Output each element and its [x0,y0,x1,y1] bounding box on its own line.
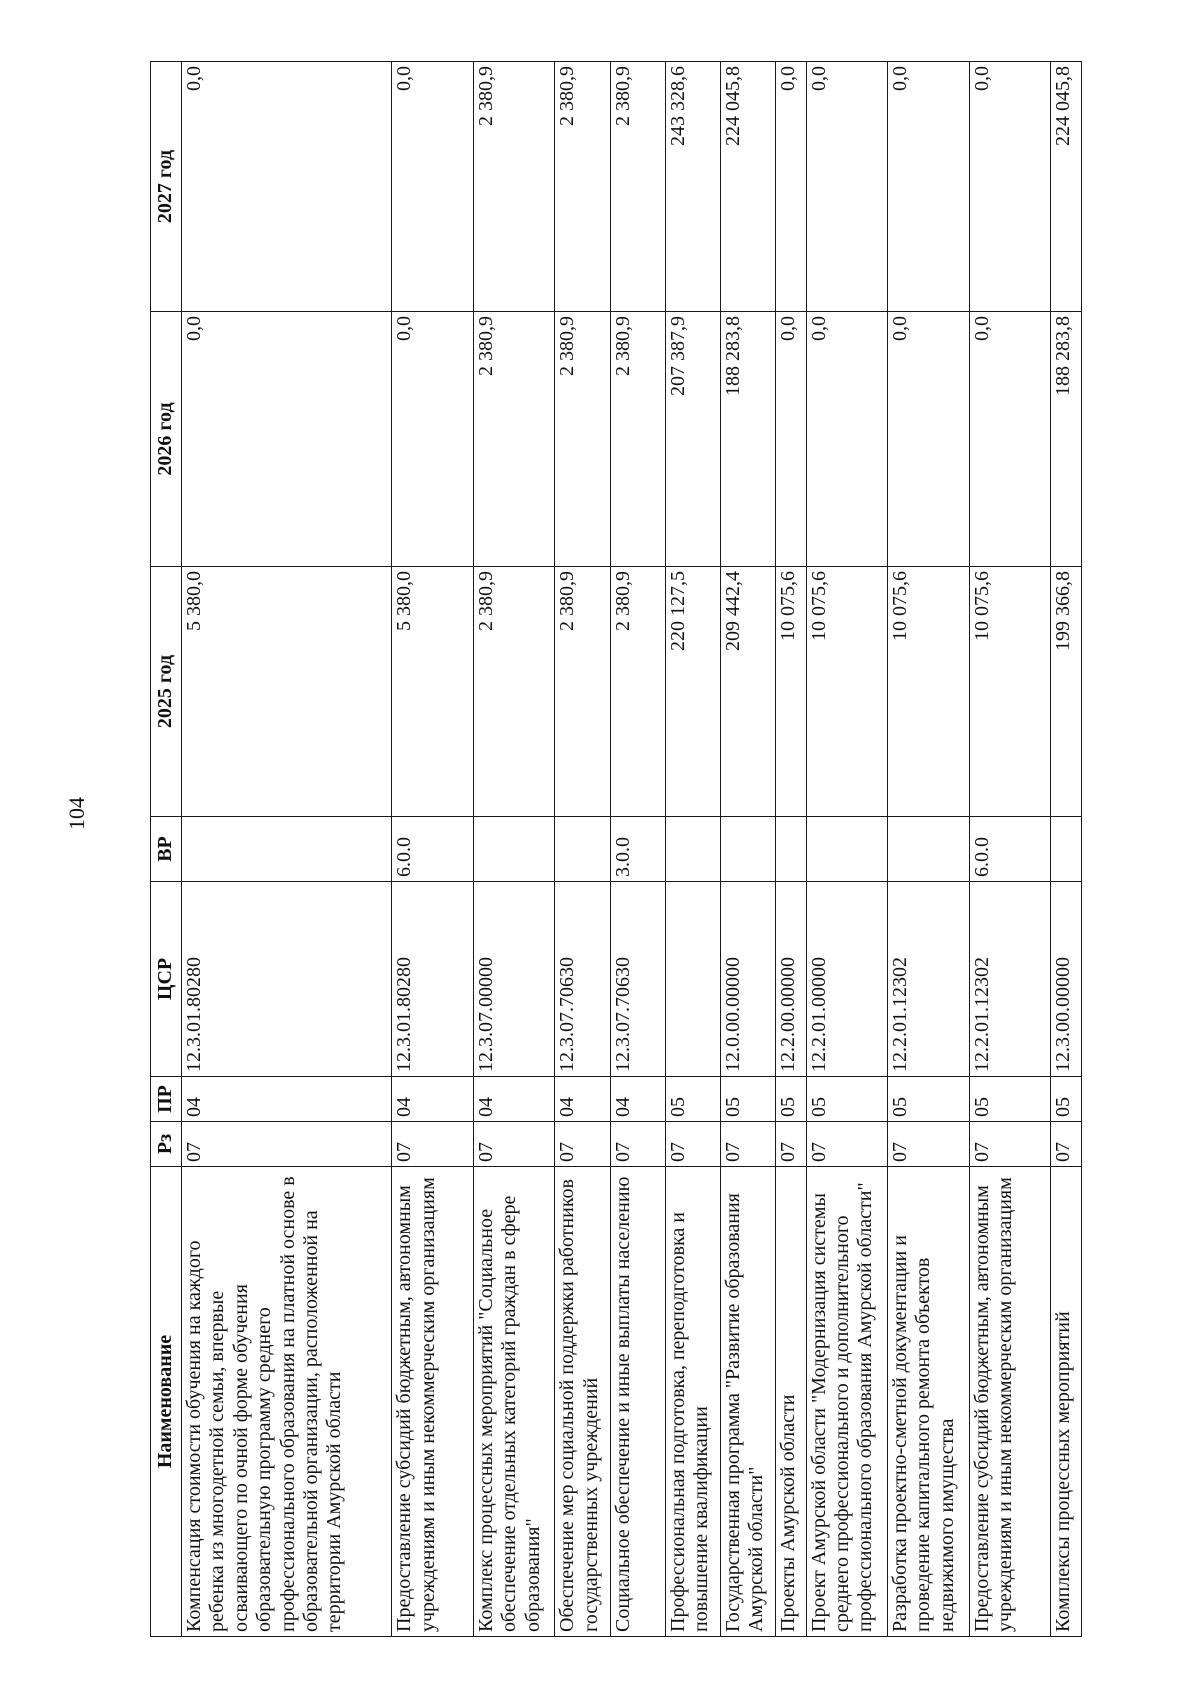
row-2025: 10 075,6 [888,567,970,817]
row-vr [1051,817,1082,882]
row-2026: 188 283,8 [1051,312,1082,567]
page-number: 104 [64,797,89,830]
table-row [555,62,610,1637]
row-2027: 0,0 [392,62,474,312]
row-2026: 0,0 [969,312,1051,567]
table-row [473,62,555,1637]
row-pr: 05 [1051,1077,1082,1122]
row-2026: 207 387,9 [665,312,720,567]
row-rz: 07 [665,1122,720,1167]
row-csr: 12.3.00.00000 [1051,882,1082,1077]
row-2025: 199 366,8 [1051,567,1082,817]
row-rz: 07 [555,1122,610,1167]
row-2027: 224 045,8 [1051,62,1082,312]
row-2027: 0,0 [806,62,888,312]
row-rz: 07 [888,1122,970,1167]
row-2025: 10 075,6 [775,567,806,817]
row-pr: 05 [775,1077,806,1122]
row-pr: 05 [888,1077,970,1122]
row-2026: 0,0 [775,312,806,567]
row-vr [720,817,775,882]
row-2025: 220 127,5 [665,567,720,817]
row-vr: 3.0.0 [610,817,665,882]
row-name: Профессиональная подготовка, переподготовка и повышение квалификации [665,1167,720,1637]
row-rz: 07 [182,1122,392,1167]
row-name: Социальное обеспечение и иные выплаты населению [610,1167,665,1637]
row-pr: 04 [392,1077,474,1122]
row-vr [555,817,610,882]
table-row [392,62,474,1637]
row-2027: 0,0 [775,62,806,312]
row-rz: 07 [610,1122,665,1167]
col-header-2027: 2027 год [151,62,182,312]
row-pr: 04 [610,1077,665,1122]
budget-table [150,61,1082,1637]
row-pr: 04 [182,1077,392,1122]
col-header-csr: ЦСР [151,882,182,1077]
row-csr: 12.3.07.00000 [473,882,555,1077]
row-csr: 12.0.00.00000 [720,882,775,1077]
row-name: Проекты Амурской области [775,1167,806,1637]
col-header-2026: 2026 год [151,312,182,567]
row-2026: 0,0 [888,312,970,567]
row-2025: 5 380,0 [182,567,392,817]
row-name: Комплекс процессных мероприятий "Социальное обеспечение отдельных категорий граждан в сфере образования" [473,1167,555,1637]
table-row [610,62,665,1637]
row-name: Предоставление субсидий бюджетным, автономным учреждениям и иным некоммерческим организациям [969,1167,1051,1637]
rotated-table-container [150,62,1082,1637]
row-2027: 0,0 [888,62,970,312]
row-csr: 12.3.07.70630 [555,882,610,1077]
row-2025: 2 380,9 [473,567,555,817]
row-rz: 07 [1051,1122,1082,1167]
row-csr: 12.2.00.00000 [775,882,806,1077]
row-name: Компенсация стоимости обучения на каждого ребенка из многодетной семьи, впервые осваивающего по очной форме обучения образовательную программу среднего профессионального образования на платной основе в образовательной организации, расположенной на территории Амурской области [182,1167,392,1637]
row-2025: 10 075,6 [969,567,1051,817]
row-pr: 05 [665,1077,720,1122]
row-rz: 07 [806,1122,888,1167]
row-2025: 209 442,4 [720,567,775,817]
table-header-row [151,62,182,1637]
row-csr: 12.3.01.80280 [182,882,392,1077]
row-pr: 05 [969,1077,1051,1122]
table-row [806,62,888,1637]
row-2026: 2 380,9 [473,312,555,567]
table-row [969,62,1051,1637]
row-pr: 05 [806,1077,888,1122]
col-header-vr: ВР [151,817,182,882]
row-csr: 12.2.01.12302 [969,882,1051,1077]
row-vr [473,817,555,882]
row-2027: 243 328,6 [665,62,720,312]
col-header-2025: 2025 год [151,567,182,817]
table-row [888,62,970,1637]
row-vr [665,817,720,882]
row-name: Проект Амурской области "Модернизация системы среднего профессионального и дополнительного профессионального образования Амурской области" [806,1167,888,1637]
row-rz: 07 [392,1122,474,1167]
row-vr [182,817,392,882]
col-header-pr: ПР [151,1077,182,1122]
row-2026: 0,0 [182,312,392,567]
table-row [1051,62,1082,1637]
row-vr [806,817,888,882]
col-header-name: Наименование [151,1167,182,1637]
row-rz: 07 [775,1122,806,1167]
row-2026: 0,0 [392,312,474,567]
row-name: Государственная программа "Развитие образования Амурской области" [720,1167,775,1637]
row-rz: 07 [473,1122,555,1167]
row-2027: 2 380,9 [555,62,610,312]
table-row [775,62,806,1637]
row-2027: 0,0 [969,62,1051,312]
row-2025: 2 380,9 [610,567,665,817]
row-name: Разработка проектно-сметной документации и проведение капитального ремонта объектов недвижимого имущества [888,1167,970,1637]
row-2027: 224 045,8 [720,62,775,312]
row-vr: 6.0.0 [392,817,474,882]
row-2027: 0,0 [182,62,392,312]
row-rz: 07 [969,1122,1051,1167]
row-pr: 04 [473,1077,555,1122]
row-2026: 0,0 [806,312,888,567]
row-2025: 10 075,6 [806,567,888,817]
table-row [665,62,720,1637]
row-csr: 12.3.07.70630 [610,882,665,1077]
row-name: Комплексы процессных мероприятий [1051,1167,1082,1637]
row-2026: 2 380,9 [555,312,610,567]
row-vr [888,817,970,882]
table-row [182,62,392,1637]
row-csr: 12.3.01.80280 [392,882,474,1077]
row-name: Предоставление субсидий бюджетным, автономным учреждениям и иным некоммерческим организациям [392,1167,474,1637]
row-csr: 12.2.01.00000 [806,882,888,1077]
table-row [720,62,775,1637]
row-2026: 2 380,9 [610,312,665,567]
row-csr: 12.2.01.12302 [888,882,970,1077]
row-pr: 05 [720,1077,775,1122]
row-2025: 2 380,9 [555,567,610,817]
row-rz: 07 [720,1122,775,1167]
row-2027: 2 380,9 [473,62,555,312]
row-2027: 2 380,9 [610,62,665,312]
row-vr: 6.0.0 [969,817,1051,882]
row-2026: 188 283,8 [720,312,775,567]
row-2025: 5 380,0 [392,567,474,817]
row-csr [665,882,720,1077]
col-header-rz: Рз [151,1122,182,1167]
row-name: Обеспечение мер социальной поддержки работников государственных учреждений [555,1167,610,1637]
row-vr [775,817,806,882]
row-pr: 04 [555,1077,610,1122]
